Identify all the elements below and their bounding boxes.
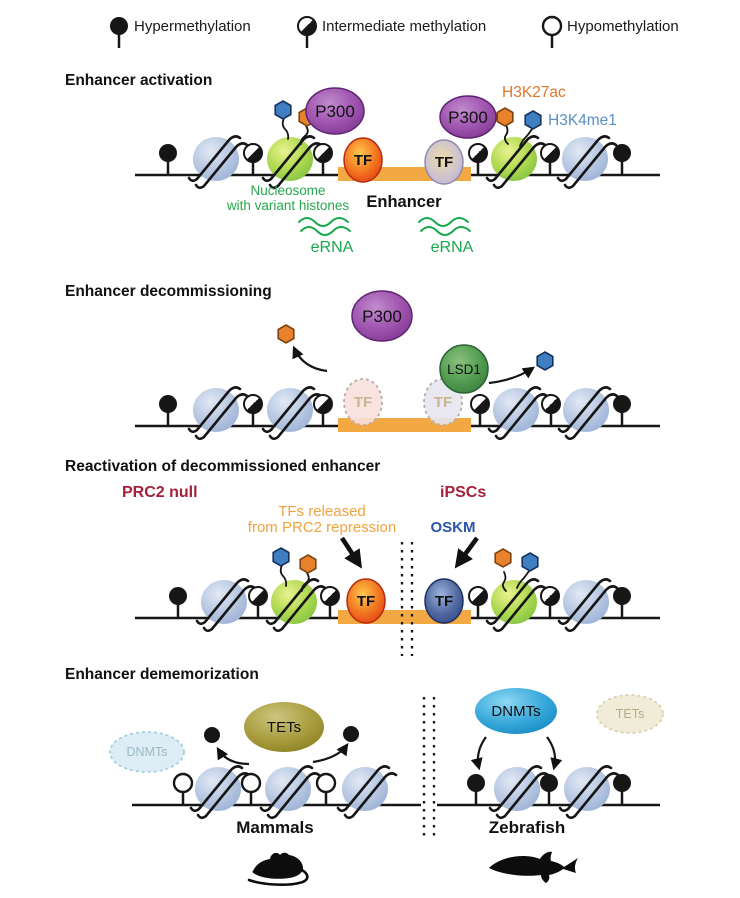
zebrafish-label: Zebrafish [488,818,566,837]
hypermethylation-icon [110,17,128,48]
released-h3k4me1-icon [537,352,553,370]
hypomethylation-mark [317,774,335,805]
tets-protein [244,702,324,752]
variant-nucleosome-icon [487,579,545,630]
hypermethylation-mark [169,587,187,618]
nucleosome-icon [558,136,616,187]
nucleosome-icon [560,766,618,817]
p300-protein-right [440,96,496,138]
hypermethylation-mark [159,395,177,426]
enhancer-label: Enhancer [366,193,442,211]
hypermethylation-mark [159,144,177,175]
dnmts-label-faded: DNMTs [126,745,168,759]
hypomethylation-icon [543,17,561,48]
legend-label-hypermethylation: Hypermethylation [134,18,251,35]
p300-label: P300 [362,307,402,326]
p300-protein-left [306,88,364,134]
mammals-label: Mammals [236,818,314,837]
methyl-dot [204,727,220,743]
tets-label: TETs [266,719,302,736]
erna-waves-right [419,218,470,235]
tf-protein-lavender [425,140,463,184]
erna-label-left: eRNA [310,239,354,256]
nucleosome-icon [338,766,396,817]
nucleosome-icon [191,766,249,817]
panel-enhancer-dememorization [65,666,663,885]
nucleosome-icon [490,766,548,817]
hypermethylation-mark [613,587,631,618]
intermediate-methylation-mark [244,395,262,426]
intermediate-methylation-mark [469,587,487,618]
panel-title-activation: Enhancer activation [65,72,213,89]
methylation-arrow-right [547,737,555,768]
tf-label: TF [356,593,376,610]
h3k4me1-mark-icon [273,548,289,566]
nucleosome-icon [197,579,255,630]
h3k27ac-label: H3K27ac [502,84,566,101]
tf-label: TF [353,152,373,169]
tf-protein-red [347,579,385,623]
tf-label: TF [434,593,454,610]
removal-arrow [294,348,327,371]
legend-label-hypomethylation: Hypomethylation [567,18,679,35]
fish-icon [489,852,578,883]
tf-binding-arrow-right [458,538,477,564]
nucleosome-icon [189,387,247,438]
h3k27ac-mark-icon [300,555,316,573]
erna-wave-icon [299,218,348,226]
hypomethylation-mark [174,774,192,805]
tf-protein-blue [425,579,463,623]
intermediate-methylation-mark [471,395,489,426]
tf-protein-faded-left [344,379,382,425]
erna-label-right: eRNA [430,239,474,256]
hypermethylation-mark [613,144,631,175]
legend-item-intermediate-methylation [298,17,486,48]
tets-label-faded: TETs [615,707,645,721]
tf-label-faded: TF [353,394,373,411]
legend-label-intermediate-methylation: Intermediate methylation [322,18,487,35]
oskm-label: OSKM [430,519,476,536]
histone-tail [283,118,288,139]
dnmts-label: DNMTs [491,703,541,720]
p300-label: P300 [315,102,355,121]
nucleosome-icon [189,136,247,187]
nucleosome-note-line2: with variant histones [226,198,350,213]
tets-protein-faded [597,695,663,733]
panel-enhancer-activation [65,72,660,256]
nucleosome-icon [263,387,321,438]
intermediate-methylation-mark [314,395,332,426]
intermediate-methylation-mark [469,144,487,175]
mouse-icon [249,853,307,885]
tfs-released-label-line2: from PRC2 repression [247,519,397,536]
removal-arrow [489,368,533,383]
variant-nucleosome-icon [267,579,325,630]
erna-wave-icon [421,227,470,235]
released-h3k27ac-icon [278,325,294,343]
h3k4me1-mark-icon [522,553,538,571]
demethylation-arrow-right [313,745,347,762]
nucleosome-note-line1: Nucleosome [250,183,326,198]
p300-label: P300 [448,108,488,127]
panel-title-decommissioning: Enhancer decommissioning [65,283,272,300]
panel-enhancer-decommissioning [65,283,660,439]
intermediate-methylation-mark [541,144,559,175]
histone-tail [301,126,308,144]
panel-reactivation [65,458,660,656]
erna-waves-left [299,218,350,235]
hypermethylation-mark [467,774,485,805]
h3k4me1-mark-icon [525,111,541,129]
variant-nucleosome-icon [487,136,545,187]
tf-binding-arrow-left [342,538,359,564]
intermediate-methylation-icon [298,17,316,48]
lsd1-label: LSD1 [447,362,481,377]
hypermethylation-mark [613,774,631,805]
dnmts-protein-faded [110,732,184,772]
hypomethylation-mark [242,774,260,805]
intermediate-methylation-mark [542,395,560,426]
legend [110,17,679,48]
methyl-dot [343,726,359,742]
tf-protein-red [344,138,382,182]
intermediate-methylation-mark [541,587,559,618]
tfs-released-label-line1: TFs released [278,503,366,520]
variant-nucleosome-icon [263,136,321,187]
p300-protein-released [352,291,412,341]
panel-title-reactivation: Reactivation of decommissioned enhancer [65,458,381,475]
hypermethylation-mark [540,774,558,805]
tf-label: TF [434,154,454,171]
intermediate-methylation-mark [249,587,267,618]
methylation-arrow-left [478,737,486,768]
nucleosome-icon [261,766,319,817]
h3k4me1-label: H3K4me1 [548,112,617,129]
h3k27ac-mark-icon [495,549,511,567]
nucleosome-icon [559,579,617,630]
dnmts-protein [475,688,557,734]
panel-title-dememorization: Enhancer dememorization [65,666,259,683]
nucleosome-icon [559,387,617,438]
legend-item-hypermethylation [110,17,251,48]
ipscs-label: iPSCs [440,484,487,501]
intermediate-methylation-mark [321,587,339,618]
tf-label-faded: TF [433,394,453,411]
erna-wave-icon [301,227,350,235]
intermediate-methylation-mark [244,144,262,175]
lsd1-protein [440,345,488,393]
hypermethylation-mark [613,395,631,426]
demethylation-arrow-left [218,749,249,764]
erna-wave-icon [419,218,468,226]
h3k4me1-mark-icon [275,101,291,119]
prc2-null-label: PRC2 null [122,484,198,501]
nucleosome-icon [489,387,547,438]
h3k27ac-mark-icon [497,108,513,126]
legend-item-hypomethylation [543,17,679,48]
intermediate-methylation-mark [314,144,332,175]
